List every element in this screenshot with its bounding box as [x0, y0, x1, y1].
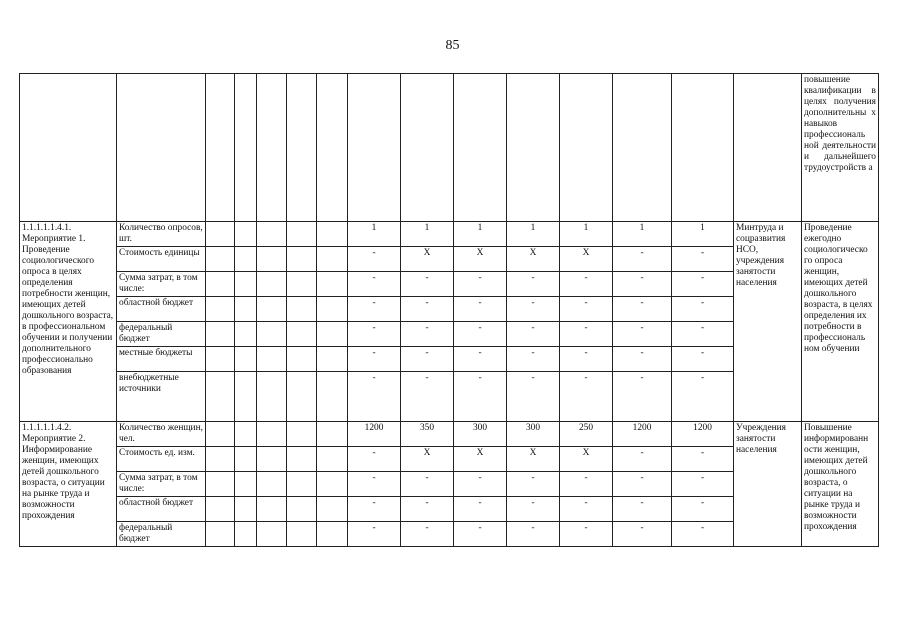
- indicator-label: Количество опросов, шт.: [117, 222, 206, 247]
- value-cell: -: [613, 522, 672, 547]
- value-cell: -: [401, 372, 454, 422]
- value-cell: -: [672, 472, 734, 497]
- indicator-label: местные бюджеты: [117, 347, 206, 372]
- continuation-result: повышение квалификации в целях получения дополнительны х навыков профессиональ ной деятельности и дальнейшего трудоустройств а: [802, 74, 879, 222]
- value-cell: -: [401, 472, 454, 497]
- value-cell: X: [507, 247, 560, 272]
- value-cell: -: [507, 497, 560, 522]
- value-cell: 1200: [348, 422, 401, 447]
- value-cell: -: [672, 522, 734, 547]
- value-cell: -: [672, 372, 734, 422]
- value-cell: -: [348, 347, 401, 372]
- value-cell: X: [401, 247, 454, 272]
- value-cell: -: [560, 522, 613, 547]
- indicator-label: областной бюджет: [117, 297, 206, 322]
- measure-2-result: Повышение информированн ости женщин, имеющих детей дошкольного возраста, о ситуации на рынке труда и возможности прохождения: [802, 422, 879, 547]
- value-cell: -: [613, 447, 672, 472]
- value-cell: -: [613, 247, 672, 272]
- value-cell: -: [507, 522, 560, 547]
- value-cell: -: [401, 322, 454, 347]
- value-cell: -: [348, 472, 401, 497]
- value-cell: -: [560, 372, 613, 422]
- value-cell: -: [401, 272, 454, 297]
- value-cell: -: [613, 297, 672, 322]
- value-cell: -: [348, 272, 401, 297]
- value-cell: -: [401, 297, 454, 322]
- measure-2-title: 1.1.1.1.1.4.2. Мероприятие 2. Информирование женщин, имеющих детей дошкольного возраста, о ситуации на рынке труда и возможности прохождения: [20, 422, 117, 547]
- indicator-label: Количество женщин, чел.: [117, 422, 206, 447]
- value-cell: -: [507, 272, 560, 297]
- value-cell: -: [401, 497, 454, 522]
- value-cell: -: [454, 297, 507, 322]
- value-cell: -: [613, 322, 672, 347]
- value-cell: -: [672, 347, 734, 372]
- indicator-label: Сумма затрат, в том числе:: [117, 272, 206, 297]
- value-cell: -: [560, 272, 613, 297]
- value-cell: 1: [560, 222, 613, 247]
- value-cell: X: [454, 247, 507, 272]
- value-cell: -: [348, 372, 401, 422]
- value-cell: -: [507, 297, 560, 322]
- value-cell: 1200: [672, 422, 734, 447]
- table-row: [20, 222, 879, 247]
- measure-1-title: 1.1.1.1.1.4.1. Мероприятие 1. Проведение социологического опроса в целях определения потребности женщин, имеющих детей дошкольного возраста, в профессиональном обучении и получении дополнительного профессионально образования: [20, 222, 117, 422]
- value-cell: 1: [672, 222, 734, 247]
- value-cell: -: [348, 522, 401, 547]
- value-cell: -: [560, 497, 613, 522]
- value-cell: -: [613, 347, 672, 372]
- value-cell: -: [672, 247, 734, 272]
- value-cell: -: [348, 497, 401, 522]
- value-cell: -: [613, 497, 672, 522]
- value-cell: -: [672, 322, 734, 347]
- value-cell: X: [401, 447, 454, 472]
- value-cell: 300: [454, 422, 507, 447]
- indicator-label: Стоимость единицы: [117, 247, 206, 272]
- value-cell: -: [454, 497, 507, 522]
- page-number: 85: [445, 38, 460, 53]
- value-cell: -: [672, 447, 734, 472]
- indicator-label: федеральный бюджет: [117, 322, 206, 347]
- value-cell: -: [507, 322, 560, 347]
- value-cell: -: [348, 247, 401, 272]
- value-cell: -: [454, 472, 507, 497]
- value-cell: X: [560, 447, 613, 472]
- value-cell: X: [507, 447, 560, 472]
- value-cell: -: [507, 472, 560, 497]
- value-cell: 1200: [613, 422, 672, 447]
- value-cell: -: [454, 347, 507, 372]
- value-cell: -: [401, 522, 454, 547]
- measure-1-executor: Минтруда и соцразвития НСО, учреждения занятости населения: [734, 222, 802, 422]
- value-cell: -: [672, 272, 734, 297]
- table-row: [20, 422, 879, 447]
- value-cell: 1: [454, 222, 507, 247]
- measure-1-result: Проведение ежегодно социологическо го опроса женщин, имеющих детей дошкольного возраста, в целях определения их потребности в профессиональ ном обучении: [802, 222, 879, 422]
- value-cell: 1: [507, 222, 560, 247]
- value-cell: -: [560, 347, 613, 372]
- value-cell: -: [560, 297, 613, 322]
- value-cell: 1: [348, 222, 401, 247]
- value-cell: -: [401, 347, 454, 372]
- value-cell: -: [454, 272, 507, 297]
- value-cell: X: [560, 247, 613, 272]
- value-cell: -: [454, 522, 507, 547]
- indicator-label: внебюджетные источники: [117, 372, 206, 422]
- value-cell: -: [348, 447, 401, 472]
- value-cell: -: [613, 472, 672, 497]
- indicator-label: Сумма затрат, в том числе:: [117, 472, 206, 497]
- value-cell: -: [348, 322, 401, 347]
- value-cell: 300: [507, 422, 560, 447]
- indicator-label: федеральный бюджет: [117, 522, 206, 547]
- value-cell: -: [507, 347, 560, 372]
- value-cell: -: [672, 297, 734, 322]
- value-cell: -: [672, 497, 734, 522]
- value-cell: 250: [560, 422, 613, 447]
- indicator-label: областной бюджет: [117, 497, 206, 522]
- value-cell: X: [454, 447, 507, 472]
- value-cell: 350: [401, 422, 454, 447]
- value-cell: -: [454, 372, 507, 422]
- measures-table: [19, 73, 879, 547]
- value-cell: 1: [401, 222, 454, 247]
- indicator-label: Стоимость ед. изм.: [117, 447, 206, 472]
- value-cell: -: [507, 372, 560, 422]
- value-cell: -: [560, 472, 613, 497]
- value-cell: -: [613, 272, 672, 297]
- value-cell: -: [454, 322, 507, 347]
- value-cell: 1: [613, 222, 672, 247]
- value-cell: -: [560, 322, 613, 347]
- continuation-row: [20, 74, 879, 222]
- measure-2-executor: Учреждения занятости населения: [734, 422, 802, 547]
- value-cell: -: [613, 372, 672, 422]
- value-cell: -: [348, 297, 401, 322]
